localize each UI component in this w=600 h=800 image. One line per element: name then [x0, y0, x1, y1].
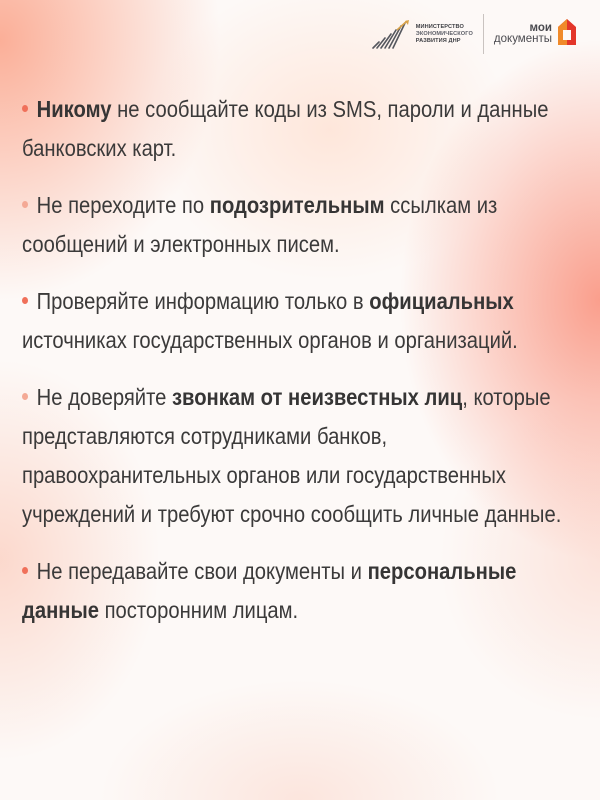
tip-4-bold: звонкам от неизвестных лиц	[171, 384, 463, 410]
ministry-line3: РАЗВИТИЯ ДНР	[415, 37, 461, 44]
ministry-line2: ЭКОНОМИЧЕСКОГО	[415, 30, 473, 37]
mydocs-line2: документы	[493, 33, 552, 45]
ministry-name	[416, 24, 473, 45]
tip-2-post: ссылкам из сообщений и электронных писем.	[22, 192, 498, 257]
tip-2-pre: Не переходите по	[36, 192, 210, 218]
tip-item-3	[22, 282, 582, 360]
ministry-logo	[370, 18, 473, 50]
tip-5-pre: Не передавайте свои документы и	[36, 558, 368, 584]
tip-4-post: , которые представляются сотрудниками банков, правоохранительных органов или государственных учреждений и требуют срочно сообщить личные данные.	[22, 384, 562, 527]
tip-item-1	[22, 90, 582, 168]
tip-5-post: посторонним лицам.	[98, 597, 299, 623]
ministry-chart-icon	[370, 18, 410, 50]
tip-1-post: не сообщайте коды из SMS, пароли и данные банковских карт.	[22, 96, 549, 161]
mydocs-house-icon	[556, 17, 578, 52]
bullet-icon	[22, 393, 28, 400]
tip-item-2	[22, 186, 582, 264]
logo-divider	[483, 14, 484, 54]
tip-2-bold: подозрительным	[209, 192, 385, 218]
tip-3-post: источниках государственных органов и организаций.	[22, 327, 518, 353]
header-logos	[370, 14, 578, 54]
tip-1-bold: Никому	[36, 96, 112, 122]
bullet-icon	[22, 201, 28, 208]
mydocs-logo	[494, 17, 578, 52]
tip-3-bold: официальных	[369, 288, 514, 314]
ministry-line1: МИНИСТЕРСТВО	[415, 23, 464, 30]
tip-item-4	[22, 378, 582, 534]
tip-5-bold: персональные данные	[22, 558, 517, 623]
bullet-icon	[22, 105, 28, 112]
security-tips-list	[22, 90, 582, 648]
tip-3-pre: Проверяйте информацию только в	[36, 288, 370, 314]
tip-4-pre: Не доверяйте	[36, 384, 172, 410]
mydocs-line1: мои	[529, 22, 552, 34]
mydocs-name	[494, 23, 552, 45]
bullet-icon	[22, 567, 28, 574]
bullet-icon	[22, 297, 28, 304]
tip-item-5	[22, 552, 582, 630]
